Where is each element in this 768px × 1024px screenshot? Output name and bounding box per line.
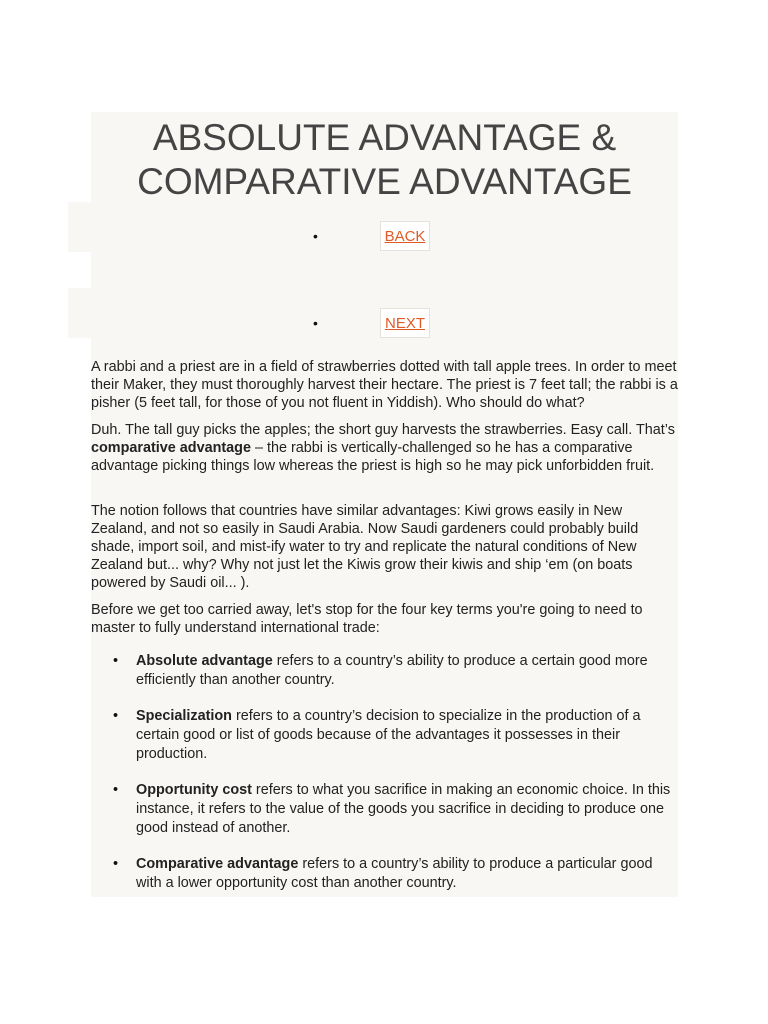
bullet-icon: • (113, 708, 119, 724)
paragraph-countries: The notion follows that countries have similar advantages: Kiwi grows easily in New Zealand, and not so easily in Saudi Arabia. Now Saudi gardeners could probably build shade, import soil, and mist-ify water to try and replicate the natural conditions of New Zealand but... why? Why not just let the Kiwis grow their kiwis and ship ‘em (on boats powered by Saudi oil... ). (91, 503, 639, 591)
page-title (91, 116, 678, 204)
nav-bullet: • (313, 228, 318, 244)
side-strip (68, 288, 92, 338)
term-name: Comparative advantage (136, 856, 299, 872)
paragraph-intro: A rabbi and a priest are in a field of strawberries dotted with tall apple trees. In order to meet their Maker, they must thoroughly harvest their hectare. The priest is 7 feet tall; the rabbi is a pisher (5 feet tall, for those of you not fluent in Yiddish). Who should do what? (91, 359, 678, 411)
key-terms-list (91, 652, 678, 893)
list-item (91, 855, 678, 893)
list-item (91, 707, 678, 764)
title-line-2: COMPARATIVE ADVANTAGE (137, 161, 632, 202)
comparative-advantage-term: comparative advantage (91, 440, 251, 456)
term-name: Opportunity cost (136, 782, 252, 798)
term-name: Absolute advantage (136, 653, 273, 669)
side-strip (68, 202, 92, 252)
paragraph-answer-text: Duh. The tall guy picks the apples; the short guy harvests the strawberries. Easy call. That’s (91, 422, 675, 438)
term-definition: refers to a country’s ability to produce a particular good with a lower opportunity cost than another country. (136, 856, 653, 891)
paragraph-answer (91, 421, 678, 475)
list-item (91, 781, 678, 838)
list-item (91, 652, 678, 690)
paragraph-answer-text: – the rabbi is vertically-challenged so he has a comparative advantage picking things low whereas the priest is high so he may pick unforbidden fruit. (91, 440, 655, 474)
back-link[interactable]: BACK (380, 221, 430, 251)
term-name: Specialization (136, 708, 232, 724)
term-definition: refers to a country’s ability to produce a certain good more efficiently than another country. (136, 653, 648, 688)
paragraph-key-terms-intro: Before we get too carried away, let's stop for the four key terms you're going to need to master to fully understand international trade: (91, 602, 643, 636)
term-definition: refers to a country’s decision to specialize in the production of a certain good or list of goods because of the advantages it possesses in their production. (136, 708, 641, 762)
bullet-icon: • (113, 782, 119, 798)
bullet-icon: • (113, 653, 119, 669)
next-link[interactable]: NEXT (380, 308, 430, 338)
title-line-1: ABSOLUTE ADVANTAGE & (152, 117, 617, 158)
term-definition: refers to what you sacrifice in making an economic choice. In this instance, it refers to the value of the goods you sacrifice in deciding to produce one good instead of another. (136, 782, 671, 836)
nav-bullet: • (313, 315, 318, 331)
bullet-icon: • (113, 856, 119, 872)
